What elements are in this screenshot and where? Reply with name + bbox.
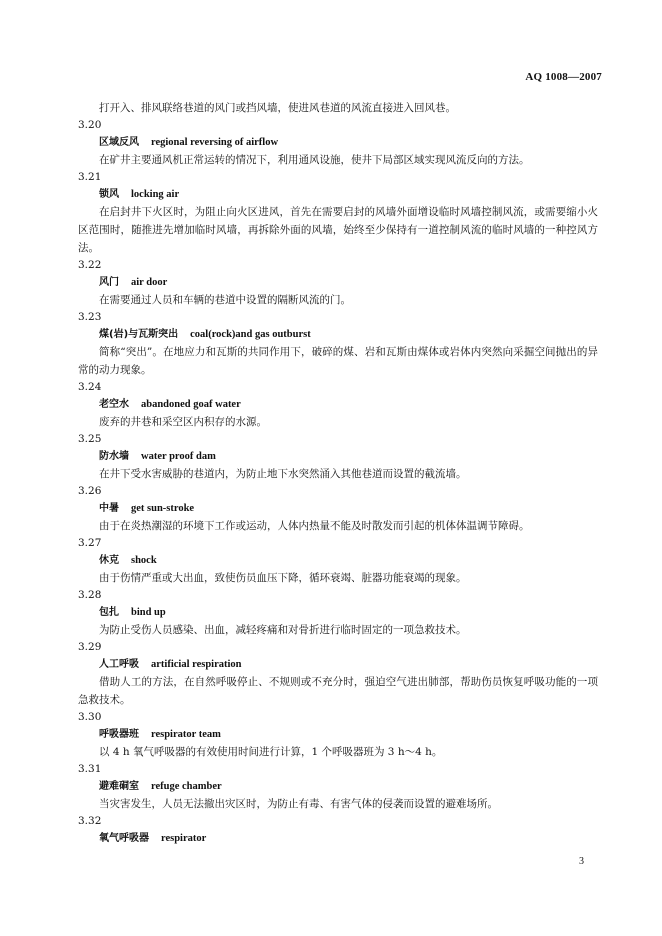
term-definition: 在井下受水害威胁的巷道内，为防止地下水突然涌入其他巷道而设置的截流墙。: [99, 468, 467, 480]
term-english: abandoned goaf water: [141, 399, 241, 410]
term-entry: [78, 483, 598, 535]
term-definition: 在启封井下火区时，为阻止向火区进风，首先在需要启封的风墙外面增设临时风墙控制风流，或需要缩小火区范围时，随推进先增加临时风墙，再拆除外面的风墙，始终至少保持有一道控制风流的临时风墙的一种控风方法。: [78, 206, 598, 254]
term-chinese: 区域反风: [99, 137, 139, 148]
term-heading: [78, 500, 598, 517]
term-definition: 在需要通过人员和车辆的巷道中设置的隔断风流的门。: [99, 294, 351, 306]
term-definition: 当灾害发生，人员无法撤出灾区时，为防止有毒、有害气体的侵袭而设置的避难场所。: [99, 798, 498, 810]
term-chinese: 锁风: [99, 189, 119, 200]
term-heading: [78, 656, 598, 673]
entry-number: 3.32: [78, 815, 102, 827]
term-entry: [78, 309, 598, 379]
term-chinese: 中暑: [99, 503, 119, 514]
term-english: coal(rock)and gas outburst: [190, 329, 311, 340]
entry-number: 3.30: [78, 711, 102, 723]
term-definition: 借助人工的方法，在自然呼吸停止、不规则或不充分时，强迫空气进出肺部，帮助伤员恢复呼吸功能的一项急救技术。: [78, 676, 598, 706]
document-body: [78, 99, 598, 847]
term-entry: [78, 431, 598, 483]
term-entry: [78, 117, 598, 169]
term-chinese: 防水墙: [99, 451, 129, 462]
entry-number: 3.21: [78, 171, 102, 183]
term-chinese: 氧气呼吸器: [99, 833, 149, 844]
entry-number: 3.23: [78, 311, 102, 323]
entry-number: 3.28: [78, 589, 102, 601]
term-english: artificial respiration: [151, 659, 242, 670]
term-definition: 由于在炎热潮湿的环境下工作或运动，人体内热量不能及时散发而引起的机体体温调节障碍。: [99, 520, 530, 532]
term-definition: 在矿井主要通风机正常运转的情况下，利用通风设施，使井下局部区域实现风流反向的方法。: [99, 154, 530, 166]
page-number: 3: [579, 856, 584, 867]
term-chinese: 休克: [99, 555, 119, 566]
term-chinese: 老空水: [99, 399, 129, 410]
entry-number: 3.29: [78, 641, 102, 653]
term-english: regional reversing of airflow: [151, 137, 279, 148]
term-chinese: 呼吸器班: [99, 729, 139, 740]
entry-number: 3.31: [78, 763, 102, 775]
term-english: refuge chamber: [151, 781, 222, 792]
term-heading: [78, 396, 598, 413]
entry-number: 3.20: [78, 119, 102, 131]
term-heading: [78, 604, 598, 621]
term-heading: [78, 726, 598, 743]
term-definition: 简称“突出”。在地应力和瓦斯的共同作用下，破碎的煤、岩和瓦斯由煤体或岩体内突然向采掘空间抛出的异常的动力现象。: [78, 346, 598, 376]
term-list: [78, 117, 598, 847]
term-chinese: 包扎: [99, 607, 119, 618]
term-heading: [78, 134, 598, 151]
term-chinese: 风门: [99, 277, 119, 288]
term-heading: [78, 186, 598, 203]
term-heading: [78, 326, 598, 343]
term-entry: [78, 761, 598, 813]
term-entry: [78, 639, 598, 709]
entry-number: 3.26: [78, 485, 102, 497]
term-english: locking air: [131, 189, 180, 200]
term-definition: 为防止受伤人员感染、出血，减轻疼痛和对骨折进行临时固定的一项急救技术。: [99, 624, 467, 636]
term-entry: [78, 813, 598, 847]
standard-code: AQ 1008—2007: [525, 71, 602, 83]
term-english: air door: [131, 277, 168, 288]
term-definition: 由于伤情严重或大出血，致使伤员血压下降，循环衰竭、脏器功能衰竭的现象。: [99, 572, 467, 584]
term-definition: 以 4 h 氧气呼吸器的有效使用时间进行计算，1 个呼吸器班为 3 h～4 h。: [99, 746, 443, 758]
term-chinese: 煤(岩)与瓦斯突出: [99, 329, 179, 340]
term-heading: [78, 274, 598, 291]
term-heading: [78, 830, 598, 847]
term-english: respirator: [161, 833, 207, 844]
term-entry: [78, 169, 598, 257]
term-definition: 废弃的井巷和采空区内积存的水源。: [99, 416, 267, 428]
term-heading: [78, 448, 598, 465]
term-heading: [78, 778, 598, 795]
term-chinese: 避难硐室: [99, 781, 139, 792]
term-english: shock: [131, 555, 157, 566]
term-english: get sun-stroke: [131, 503, 195, 514]
term-entry: [78, 379, 598, 431]
term-heading: [78, 552, 598, 569]
term-english: bind up: [131, 607, 166, 618]
entry-number: 3.25: [78, 433, 102, 445]
term-english: water proof dam: [141, 451, 216, 462]
entry-number: 3.22: [78, 259, 102, 271]
term-entry: [78, 709, 598, 761]
term-entry: [78, 535, 598, 587]
term-english: respirator team: [151, 729, 221, 740]
entry-number: 3.27: [78, 537, 102, 549]
term-entry: [78, 257, 598, 309]
intro-paragraph: 打开入、排风联络巷道的风门或挡风墙，使进风巷道的风流直接进入回风巷。: [99, 102, 456, 114]
term-entry: [78, 587, 598, 639]
entry-number: 3.24: [78, 381, 102, 393]
term-chinese: 人工呼吸: [99, 659, 139, 670]
